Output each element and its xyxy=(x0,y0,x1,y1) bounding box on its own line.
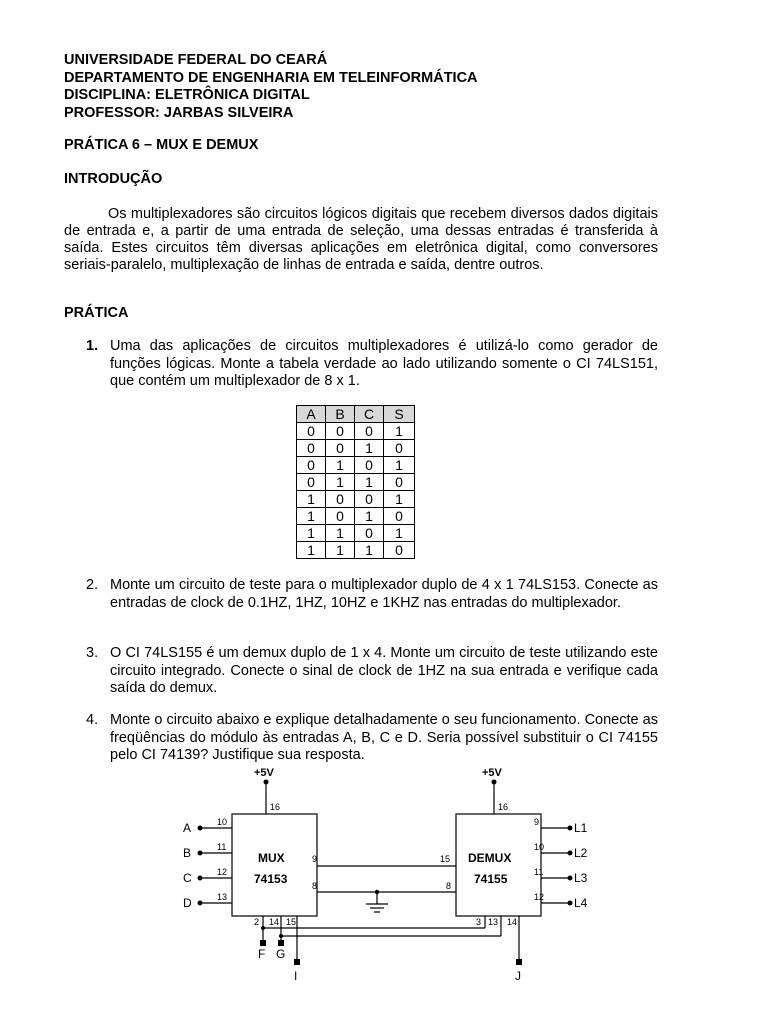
output-label-l2: L2 xyxy=(574,846,588,860)
input-label-d: D xyxy=(183,896,192,910)
professor-name: PROFESSOR: JARBAS SILVEIRA xyxy=(64,104,294,121)
demux-chip xyxy=(456,814,544,916)
table-cell: 1 xyxy=(355,508,384,525)
table-row xyxy=(297,525,415,542)
demux-pin-13: 13 xyxy=(488,917,499,927)
item-number: 3. xyxy=(86,645,99,661)
table-row xyxy=(297,474,415,491)
table-cell: 0 xyxy=(384,440,415,457)
table-cell: 1 xyxy=(384,491,415,508)
table-cell: 1 xyxy=(297,542,326,559)
table-cell: 0 xyxy=(297,440,326,457)
table-cell: 0 xyxy=(355,423,384,440)
input-label-c: C xyxy=(183,871,192,885)
demux-part-label: 74155 xyxy=(474,872,508,886)
mux-chip xyxy=(232,814,317,916)
output-label-l4: L4 xyxy=(574,896,588,910)
input-label-b: B xyxy=(183,846,192,860)
mux-pin-12: 12 xyxy=(217,867,228,877)
output-label-l3: L3 xyxy=(574,871,588,885)
strobe-label-i: I xyxy=(294,969,298,983)
table-cell: 1 xyxy=(297,508,326,525)
table-cell: 1 xyxy=(355,542,384,559)
demux-pin-16: 16 xyxy=(498,802,509,812)
mux-pin-11: 11 xyxy=(217,842,227,852)
demux-pin-10: 10 xyxy=(534,842,545,852)
practice-title: PRÁTICA 6 – MUX E DEMUX xyxy=(64,137,259,153)
col-header-b: B xyxy=(326,406,355,423)
item-text: Uma das aplicações de circuitos multiplexadores é utilizá-lo como gerador de funções lógicas. Monte a tabela verdade ao lado utilizando somente o CI 74LS151, que contém um multiplexador de 8 x 1. xyxy=(110,338,658,389)
table-cell: 0 xyxy=(297,423,326,440)
col-header-a: A xyxy=(297,406,326,423)
table-row xyxy=(297,440,415,457)
mux-pin-2: 2 xyxy=(254,917,260,927)
table-cell: 0 xyxy=(355,525,384,542)
mux-pin-15: 15 xyxy=(286,917,297,927)
col-header-s: S xyxy=(384,406,415,423)
item-number: 2. xyxy=(86,577,99,593)
item-number: 1. xyxy=(86,338,99,354)
practice-item-3 xyxy=(86,645,658,698)
table-cell: 1 xyxy=(297,491,326,508)
table-cell: 0 xyxy=(355,457,384,474)
department-name: DEPARTAMENTO DE ENGENHARIA EM TELEINFORMÁTICA xyxy=(64,69,478,86)
table-cell: 0 xyxy=(297,457,326,474)
output-label-l1: L1 xyxy=(574,821,588,835)
practice-item-1 xyxy=(86,338,658,391)
mux-pin-8: 8 xyxy=(312,881,318,891)
demux-pin-8: 8 xyxy=(446,881,452,891)
truth-table xyxy=(296,405,415,559)
demux-pin-14: 14 xyxy=(507,917,518,927)
table-cell: 1 xyxy=(384,525,415,542)
mux-pin-13: 13 xyxy=(217,892,228,902)
table-row xyxy=(297,542,415,559)
table-cell: 1 xyxy=(297,525,326,542)
item-text: Monte o circuito abaixo e explique detalhadamente o seu funcionamento. Conecte as freqüências do módulo às entradas A, B, C e D. Seria possível substituir o CI 74155 pelo CI 74139? Justifique sua resposta. xyxy=(110,712,658,763)
practice-heading: PRÁTICA xyxy=(64,305,129,321)
table-cell: 1 xyxy=(326,525,355,542)
table-row xyxy=(297,491,415,508)
item-text: O CI 74LS155 é um demux duplo de 1 x 4. Monte um circuito de teste utilizando este circuito integrado. Conecte o sinal de clock de 1HZ na sua entrada e verifique cada saída do demux. xyxy=(110,645,658,696)
practice-item-2 xyxy=(86,577,658,612)
table-cell: 1 xyxy=(326,474,355,491)
demux-pin-9: 9 xyxy=(534,817,540,827)
document-header xyxy=(64,52,478,122)
col-header-c: C xyxy=(355,406,384,423)
demux-pin-12: 12 xyxy=(534,892,545,902)
table-cell: 0 xyxy=(326,491,355,508)
table-row xyxy=(297,457,415,474)
select-label-g: G xyxy=(276,947,286,961)
mux-part-label: 74153 xyxy=(254,872,288,886)
mux-label: MUX xyxy=(258,851,285,865)
mux-demux-circuit-diagram xyxy=(170,762,610,984)
table-cell: 0 xyxy=(355,491,384,508)
table-cell: 0 xyxy=(297,474,326,491)
table-cell: 1 xyxy=(326,457,355,474)
table-cell: 1 xyxy=(355,440,384,457)
demux-pin-3: 3 xyxy=(476,917,482,927)
practice-item-4 xyxy=(86,712,658,765)
select-label-f: F xyxy=(258,947,266,961)
demux-pin-15: 15 xyxy=(440,854,451,864)
mux-pin-16: 16 xyxy=(270,802,281,812)
demux-vcc-label: +5V xyxy=(482,767,502,779)
discipline-name: DISCIPLINA: ELETRÔNICA DIGITAL xyxy=(64,87,310,103)
intro-heading: INTRODUÇÃO xyxy=(64,171,163,187)
item-text: Monte um circuito de teste para o multiplexador duplo de 4 x 1 74LS153. Conecte as entradas de clock de 0.1HZ, 1HZ, 10HZ e 1KHZ nas entradas do multiplexador. xyxy=(110,577,658,611)
strobe-label-j: J xyxy=(515,969,521,983)
mux-pin-9: 9 xyxy=(312,854,318,864)
university-name: UNIVERSIDADE FEDERAL DO CEARÁ xyxy=(64,52,328,68)
table-cell: 0 xyxy=(384,542,415,559)
table-cell: 1 xyxy=(384,423,415,440)
mux-pin-10: 10 xyxy=(217,817,228,827)
input-label-a: A xyxy=(183,821,192,835)
table-cell: 0 xyxy=(326,508,355,525)
intro-paragraph: Os multiplexadores são circuitos lógicos digitais que recebem diversos dados digitais de entrada e, a partir de uma entrada de seleção, uma dessas entradas é transferida à saída. Estes circuitos têm diversas aplicações em eletrônica digital, como conversores seriais-paralelo, multiplexação de linhas de entrada e saída, dentre outros. xyxy=(64,206,658,273)
demux-label: DEMUX xyxy=(468,851,512,865)
table-cell: 0 xyxy=(326,440,355,457)
table-row xyxy=(297,508,415,525)
table-cell: 1 xyxy=(355,474,384,491)
table-cell: 1 xyxy=(326,542,355,559)
table-row xyxy=(297,423,415,440)
table-cell: 0 xyxy=(384,508,415,525)
truth-table-header-row xyxy=(297,406,415,423)
table-cell: 0 xyxy=(326,423,355,440)
table-cell: 0 xyxy=(384,474,415,491)
demux-pin-11: 11 xyxy=(534,867,544,877)
mux-vcc-label: +5V xyxy=(254,767,274,779)
item-number: 4. xyxy=(86,712,99,728)
table-cell: 1 xyxy=(384,457,415,474)
mux-pin-14: 14 xyxy=(269,917,280,927)
